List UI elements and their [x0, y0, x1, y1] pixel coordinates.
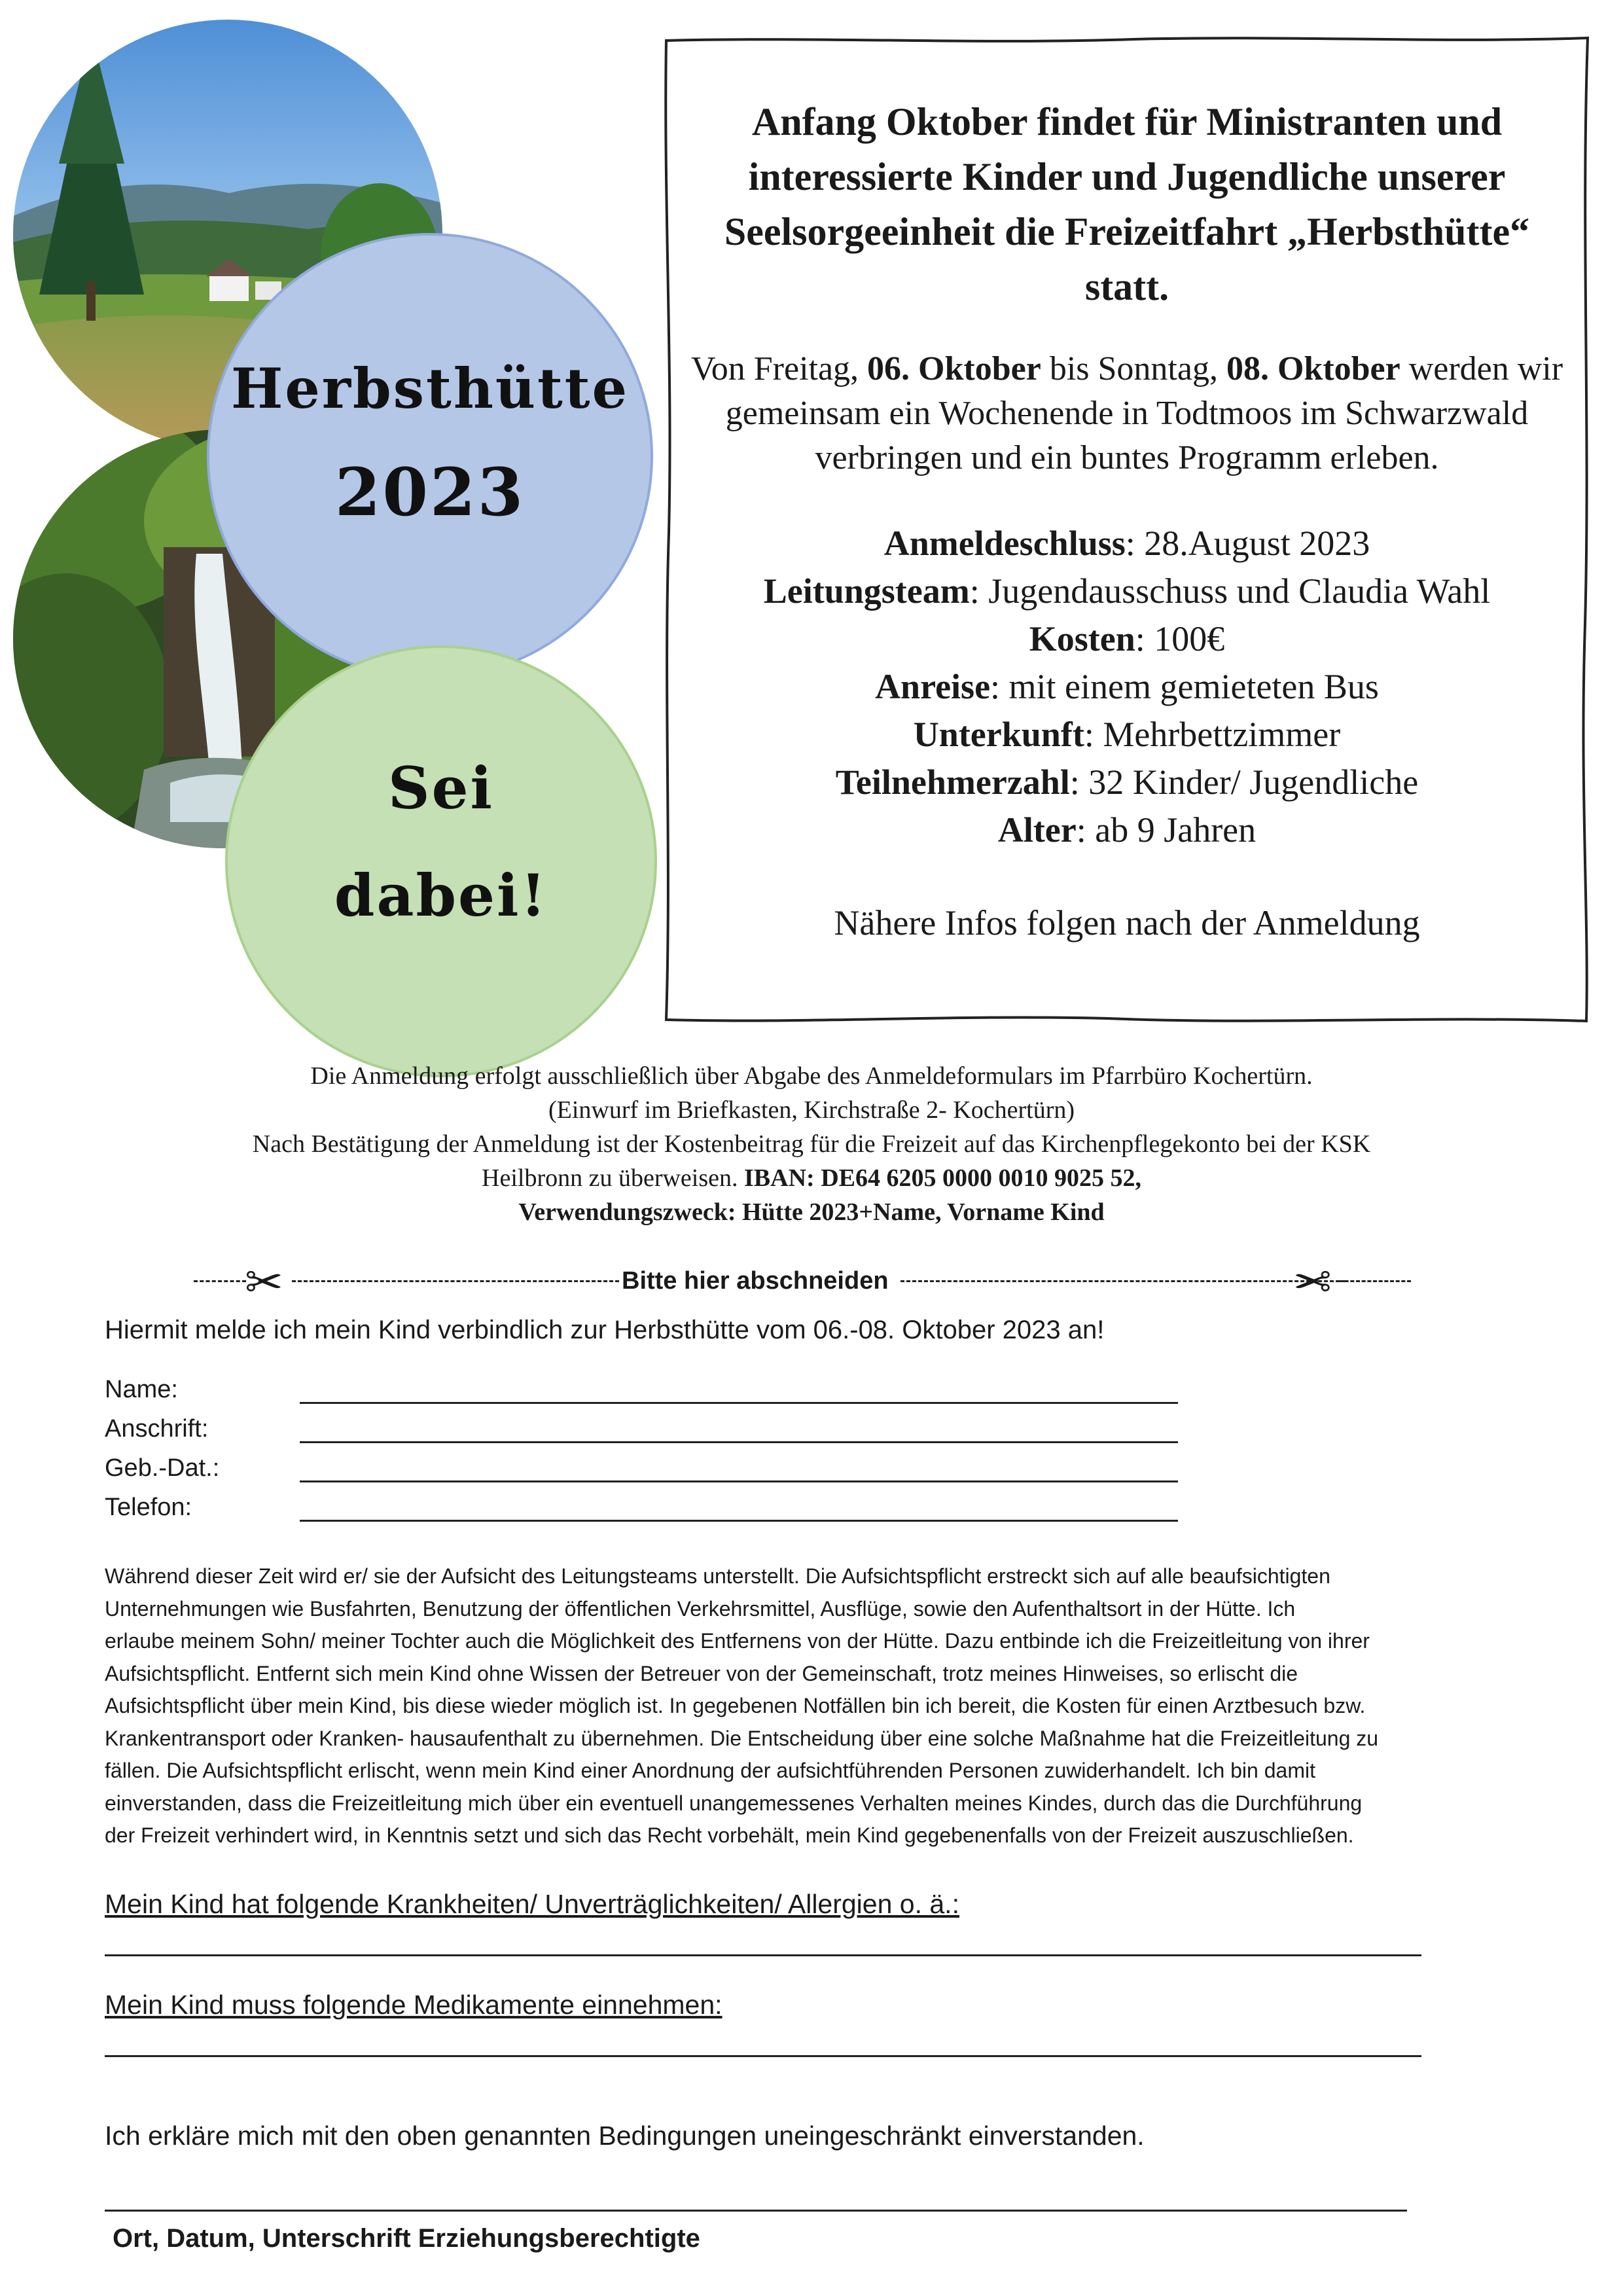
illness-label: Mein Kind hat folgende Krankheiten/ Unverträglichkeiten/ Allergien o. ä.:: [105, 1889, 959, 1919]
fact-participants: Teilnehmerzahl: 32 Kinder/ Jugendliche: [835, 762, 1419, 802]
notice-line-4: Heilbronn zu überweisen. IBAN: DE64 6205 0000 0010 9025 52,: [482, 1164, 1141, 1192]
notice-line-1: Die Anmeldung erfolgt ausschließlich über Abgabe des Anmeldeformulars im Pfarrbüro Kochertürn.: [310, 1062, 1313, 1090]
terms-line: Während dieser Zeit wird er/ sie der Aufsicht des Leitungsteams unterstellt. Die Aufsichtspflicht erstreckt sich auf alle beaufsichtigten: [105, 1564, 1330, 1588]
iban: IBAN: DE64 6205 0000 0010 9025 52,: [744, 1164, 1141, 1192]
fact-deadline: Anmeldeschluss: 28.August 2023: [883, 524, 1370, 563]
scissors-icon: ✂: [245, 1255, 283, 1309]
info-more: Nähere Infos folgen nach der Anmeldung: [834, 903, 1420, 942]
field-label: Telefon:: [105, 1494, 192, 1521]
illness-line[interactable]: [105, 1954, 1421, 1956]
payment-reference: Verwendungszweck: Hütte 2023+Name, Vorname Kind: [518, 1198, 1105, 1226]
end-date: 08. Oktober: [1226, 350, 1400, 387]
field-label: Anschrift:: [105, 1415, 209, 1443]
notice-line-3: Nach Bestätigung der Anmeldung ist der Kostenbeitrag für die Freizeit auf das Kirchenpflegekonto bei der KSK: [252, 1130, 1371, 1158]
terms-line: Aufsichtspflicht. Entfernt sich mein Kind ohne Wissen der Betreuer von der Gemeinschaft, trotz meines Hinweises, so erlischt die: [105, 1661, 1298, 1685]
info-box: [662, 35, 1592, 1025]
name-line[interactable]: [300, 1402, 1178, 1404]
field-phone[interactable]: [105, 1490, 1178, 1526]
fact-travel: Anreise: mit einem gemieteten Bus: [875, 667, 1379, 706]
medication-label: Mein Kind muss folgende Medikamente einnehmen:: [105, 1990, 722, 2020]
title-bubble: [207, 233, 653, 679]
terms-line: der Freizeit verhindert wird, in Kenntnis setzt und sich das Recht vorbehält, mein Kind gegebenenfalls von der Freizeit auszuschließen.: [105, 1823, 1354, 1847]
terms-line: einverstanden, dass die Freizeitleitung mich über ein eventuell unangemessenes Verhalten meines Kindes, durch das die Durchführung: [105, 1791, 1363, 1815]
registration-notice: [144, 1059, 1479, 1229]
event-year: 2023: [334, 453, 526, 531]
fact-cost: Kosten: 100€: [1029, 619, 1225, 658]
field-label: Geb.-Dat.:: [105, 1454, 220, 1482]
event-title: Herbsthütte: [230, 355, 630, 421]
field-address[interactable]: [105, 1411, 1178, 1448]
fact-accommodation: Unterkunft: Mehrbettzimmer: [913, 715, 1341, 754]
registration-intro: Hiermit melde ich mein Kind verbindlich zur Herbsthütte vom 06.-08. Oktober 2023 an!: [105, 1316, 1105, 1344]
field-birthdate[interactable]: [105, 1450, 1178, 1487]
scissors-icon: ✂: [1293, 1255, 1332, 1309]
medication-line[interactable]: [105, 2055, 1421, 2057]
cta-line-2: dabei!: [334, 861, 548, 929]
declaration: Ich erkläre mich mit den oben genannten Bedingungen uneingeschränkt einverstanden.: [105, 2121, 1145, 2151]
cta-line-1: Sei: [388, 754, 494, 822]
cta-bubble: [225, 645, 657, 1077]
notice-line-2: (Einwurf im Briefkasten, Kirchstraße 2- Kochertürn): [548, 1096, 1075, 1124]
terms-line: erlaube meinem Sohn/ meiner Tochter auch die Möglichkeit des Entfernens von der Hütte. Dazu entbinde ich die Freizeitleitung von ihrer: [105, 1629, 1370, 1653]
fact-team: Leitungsteam: Jugendausschuss und Claudia Wahl: [763, 571, 1491, 611]
terms-line: fällen. Die Aufsichtspflicht erlischt, wenn mein Kind einer Anordnung der aufsichtführenden Personen zuwiderhandelt. Ich bin damit: [105, 1759, 1315, 1782]
info-dates: [688, 347, 1565, 480]
terms-line: Krankentransport oder Kranken- hausaufenthalt zu übernehmen. Die Entscheidung über eine solche Maßnahme hat die Freizeitleitung zu: [105, 1726, 1379, 1750]
field-label: Name:: [105, 1376, 178, 1403]
cut-line: [194, 1255, 1411, 1309]
dates-text-3: werden wir gemeinsam ein Wochenende in Todtmoos im Schwarzwald verbringen und ein buntes Programm erleben.: [725, 350, 1563, 476]
signature-label: Ort, Datum, Unterschrift Erziehungsberechtigte: [113, 2224, 700, 2253]
info-headline: Anfang Oktober findet für Ministranten und interessierte Kinder und Jugendliche unserer Seelsorgeeinheit die Freizeitfahrt „Herbsthütte“ statt.: [724, 100, 1530, 308]
start-date: 06. Oktober: [867, 350, 1041, 387]
phone-line[interactable]: [300, 1520, 1178, 1522]
birthdate-line[interactable]: [300, 1480, 1178, 1482]
supervision-terms: [105, 1560, 1492, 1852]
terms-line: Aufsichtspflicht über mein Kind, bis diese wieder möglich ist. In gegebenen Notfällen bin ich bereit, die Kosten für einen Arztbesuch bzw.: [105, 1694, 1366, 1717]
cut-label: Bitte hier abschneiden: [619, 1267, 891, 1295]
address-line[interactable]: [300, 1441, 1178, 1443]
fact-age: Alter: ab 9 Jahren: [997, 810, 1257, 850]
notice-line-5: [144, 1195, 1479, 1229]
dates-text-1: Von Freitag,: [690, 350, 868, 387]
terms-line: Unternehmungen wie Busfahrten, Benutzung der öffentlichen Verkehrsmittel, Ausflüge, sowie den Aufenthaltsort in der Hütte. Ich: [105, 1596, 1296, 1621]
signature-line[interactable]: [105, 2210, 1407, 2212]
dates-text-2: bis Sonntag,: [1041, 350, 1226, 387]
field-name[interactable]: [105, 1372, 1178, 1408]
